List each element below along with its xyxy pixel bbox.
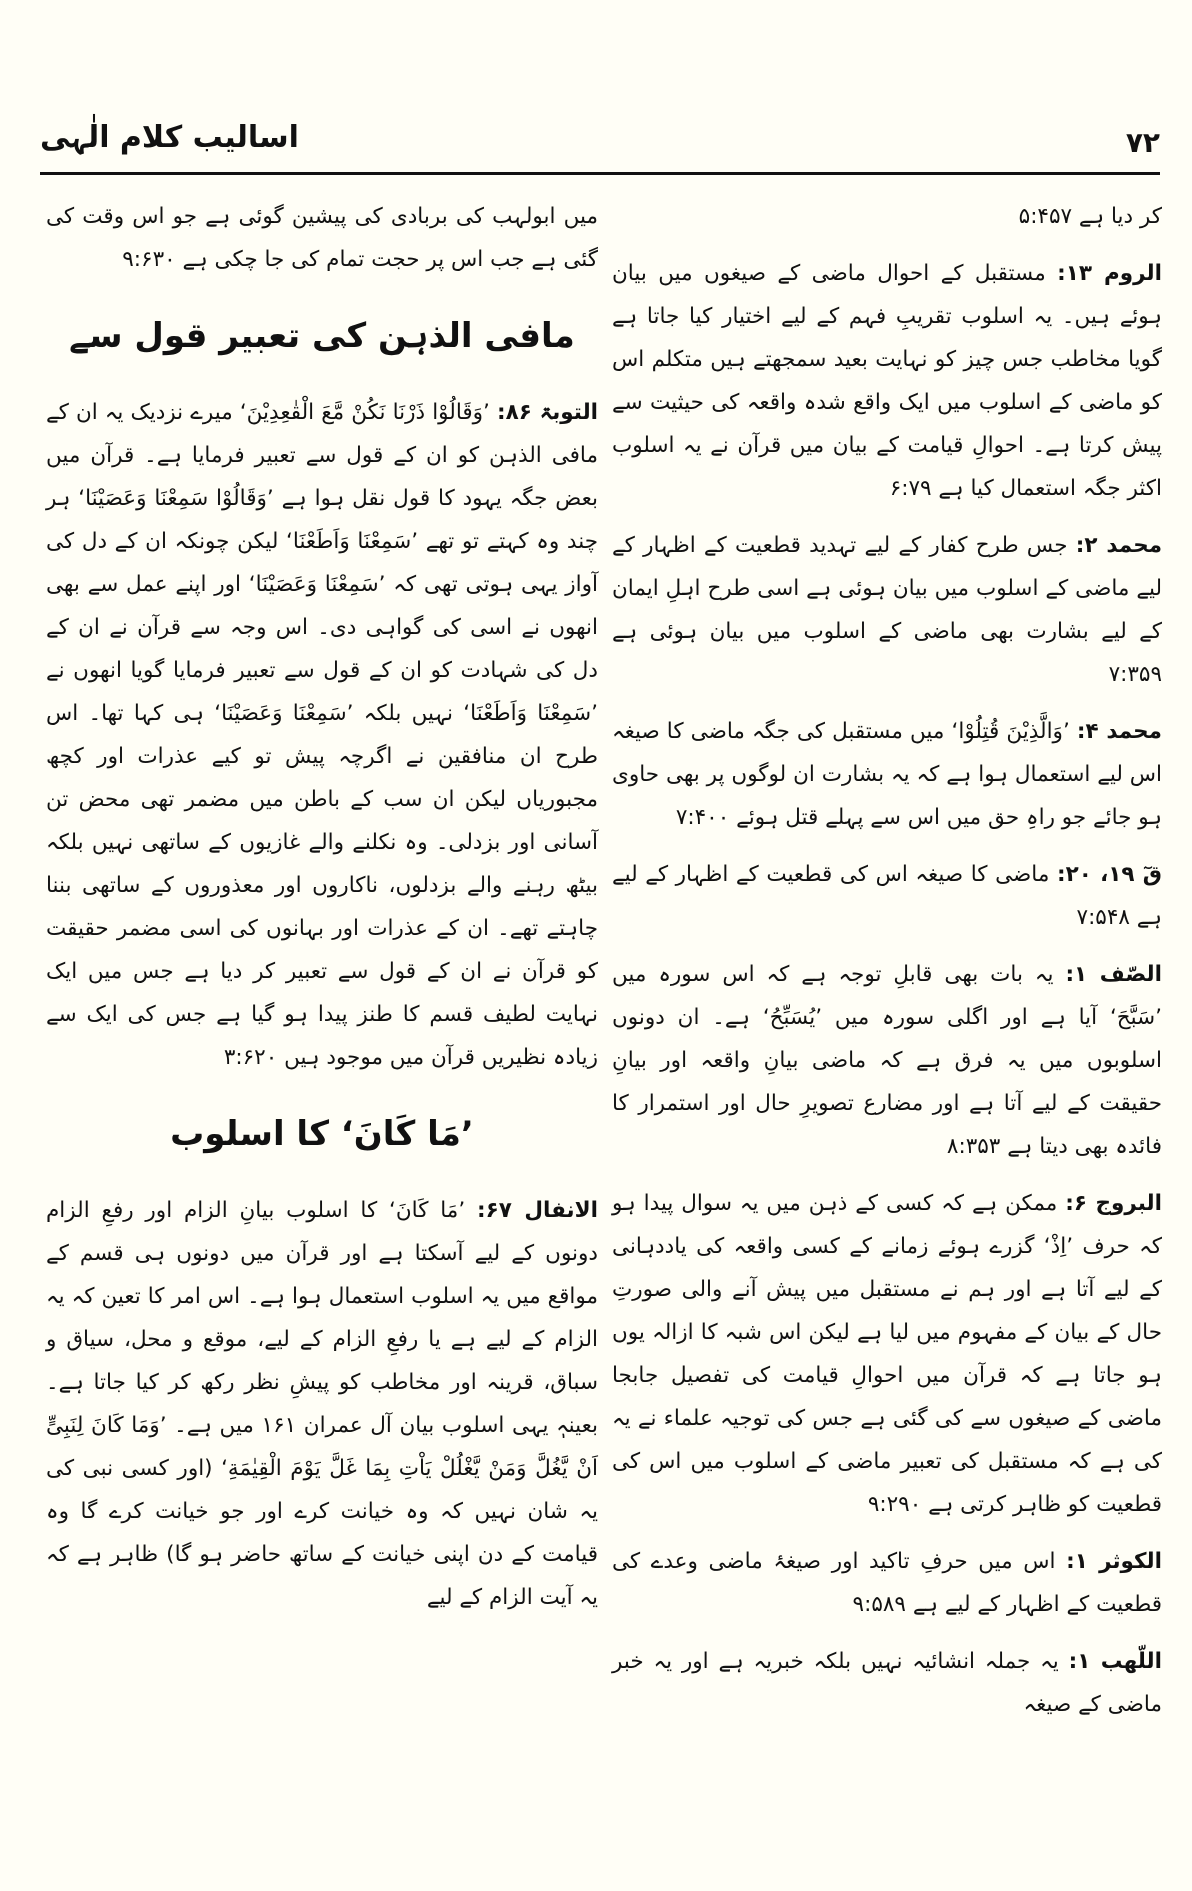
citation: ۸:۳۵۳	[946, 1134, 1001, 1159]
paragraph-text: ’مَا كَانَ‘ کا اسلوب بیانِ الزام اور رفعِ الزام دونوں کے لیے آسکتا ہے اور قرآن میں دونوں ہی قسم کے مواقع میں یہ اسلوب استعمال ہوا ہے۔ اس امر کا تعین کہ یہ الزام کے لیے ہے یا رفعِ الزام کے لیے، موقع و محل، سیاق و سباق، قرینہ اور مخاطب کو پیشِ نظر رکھ کر کیا جاتا ہے۔ بعینہٖ یہی اسلوب بیان آل عمران ۱۶۱ میں ہے۔ ’وَمَا كَانَ لِنَبِیٍّ اَنْ يَّغُلَّ وَمَنْ يَّغْلُلْ يَاْتِ بِمَا غَلَّ يَوْمَ الْقِيٰمَةِ‘ (اور کسی نبی کی یہ شان نہیں کہ وہ خیانت کرے اور جو خیانت کرے گا وہ قیامت کے دن اپنی خیانت کے ساتھ حاضر ہو گا) ظاہر ہے کہ یہ آیت الزام کے لیے	[46, 1198, 598, 1610]
verse-reference: اللّھب ۱:	[1068, 1649, 1162, 1674]
paragraph-text: کر دیا ہے	[1078, 204, 1162, 229]
paragraph-text: ماضی کا صیغہ اس کی قطعیت کے اظہار کے لیے ہے	[612, 862, 1162, 930]
paragraph	[612, 1640, 1162, 1726]
paragraph	[612, 953, 1162, 1168]
verse-reference: الروم ۱۳:	[1057, 261, 1162, 286]
paragraph	[612, 853, 1162, 939]
paragraph	[46, 1189, 598, 1619]
paragraph	[612, 524, 1162, 696]
citation: ۷:۴۰۰	[675, 805, 730, 830]
left-column	[46, 195, 598, 1633]
paragraph-text: اس میں حرفِ تاکید اور صیغۂ ماضی وعدے کی قطعیت کے اظہار کے لیے ہے	[612, 1549, 1162, 1617]
citation: ۷:۳۵۹	[1108, 662, 1162, 687]
verse-reference: البروج ۶:	[1065, 1191, 1162, 1216]
paragraph	[612, 252, 1162, 510]
paragraph	[612, 1540, 1162, 1626]
paragraph	[46, 391, 598, 1079]
verse-reference: قٓ ۱۹، ۲۰:	[1056, 862, 1162, 887]
citation: ۹:۶۳۰	[122, 247, 176, 272]
citation: ۶:۷۹	[889, 476, 932, 501]
verse-reference: الانفال ۶۷:	[477, 1198, 598, 1223]
verse-reference: محمد ۴:	[1076, 719, 1162, 744]
verse-reference: الکوثر ۱:	[1066, 1549, 1162, 1574]
citation: ۹:۵۸۹	[852, 1592, 906, 1617]
citation: ۵:۴۵۷	[1018, 204, 1073, 229]
paragraph-text: ممکن ہے کہ کسی کے ذہن میں یہ سوال پیدا ہو کہ حرف ’اِذْ‘ گزرے ہوئے زمانے کے کسی واقعہ کی یاددہانی کے لیے آتا ہے اور ہم نے مستقبل میں پیش آنے والی صورتِ حال کے بیان کے مفہوم میں لیا ہے لیکن اس شبہ کا ازالہ یوں ہو جاتا ہے کہ قرآن میں احوالِ قیامت کی تفصیل جابجا ماضی کے صیغوں سے کی گئی ہے جس کی توجیہ علماء نے یہ کی ہے کہ مستقبل کی تعبیر ماضی کے اسلوب میں اس کی قطعیت کو ظاہر کرتی ہے	[612, 1191, 1162, 1517]
section-heading: ’مَا كَانَ‘ کا اسلوب	[170, 1114, 474, 1154]
paragraph-text: مستقبل کے احوال ماضی کے صیغوں میں بیان ہوئے ہیں۔ یہ اسلوب تقریبِ فہم کے لیے اختیار کیا جاتا ہے گویا مخاطب جس چیز کو نہایت بعید سمجھتے ہیں متکلم اس کو ماضی کے اسلوب میں ایک واقع شدہ واقعہ کی حیثیت سے پیش کرتا ہے۔ احوالِ قیامت کے بیان میں قرآن نے یہ اسلوب اکثر جگہ استعمال کیا ہے	[612, 261, 1162, 501]
verse-reference: الصّف ۱:	[1065, 962, 1163, 987]
citation: ۹:۲۹۰	[867, 1492, 922, 1517]
paragraph	[46, 195, 598, 281]
paragraph	[612, 710, 1162, 839]
paragraph-text: یہ جملہ انشائیہ نہیں بلکہ خبریہ ہے اور یہ خبر ماضی کے صیغہ	[612, 1649, 1162, 1717]
running-title: اسالیب کلام الٰہی	[40, 120, 299, 155]
citation: ۷:۵۴۸	[1076, 905, 1130, 930]
paragraph-text: ’وَقَالُوْا ذَرْنَا نَكُنْ مَّعَ الْقٰعِدِيْنَ‘ میرے نزدیک یہ ان کے مافی الذہن کو ان کے قول سے تعبیر فرمایا ہے۔ قرآن میں بعض جگہ یہود کا قول نقل ہوا ہے ’وَقَالُوْا سَمِعْنَا وَعَصَيْنَا‘ ہر چند وہ کہتے تو تھے ’سَمِعْنَا وَاَطَعْنَا‘ لیکن چونکہ ان کے دل کی آواز یہی ہوتی تھی کہ ’سَمِعْنَا وَعَصَيْنَا‘ اور اپنے عمل سے بھی انھوں نے اسی کی گواہی دی۔ اس وجہ سے قرآن نے ان کے دل کی شہادت کو ان کے قول سے تعبیر فرمایا گویا انھوں نے ’سَمِعْنَا وَاَطَعْنَا‘ نہیں بلکہ ’سَمِعْنَا وَعَصَيْنَا‘ ہی کہا تھا۔ اس طرح ان منافقین نے اگرچہ پیش تو کیے عذرات اور کچھ مجبوریاں لیکن ان سب کے باطن میں مضمر تھی محض تن آسانی اور بزدلی۔ وہ نکلنے والے غازیوں کے ساتھی نہیں بلکہ بیٹھ رہنے والے بزدلوں، ناکاروں اور معذوروں کے ساتھی بننا چاہتے تھے۔ ان کے عذرات اور بہانوں کی اسی مضمر حقیقت کو قرآن نے ان کے قول سے تعبیر کر دیا ہے جس میں ایک نہایت لطیف قسم کا طنز پیدا ہو گیا ہے جس کی ایک سے زیادہ نظیریں قرآن میں موجود ہیں	[46, 400, 598, 1070]
paragraph-text: یہ بات بھی قابلِ توجہ ہے کہ اس سورہ میں ’سَبَّحَ‘ آیا ہے اور اگلی سورہ میں ’يُسَبِّحُ‘ ہے۔ ان دونوں اسلوبوں میں یہ فرق ہے کہ ماضی بیانِ واقعہ اور بیانِ حقیقت کے لیے آتا ہے اور مضارع تصویرِ حال اور استمرار کا فائدہ بھی دیتا ہے	[612, 962, 1162, 1159]
paragraph-text: ’وَالَّذِيْنَ قُتِلُوْا‘ میں مستقبل کی جگہ ماضی کا صیغہ اس لیے استعمال ہوا ہے کہ یہ بشارت ان لوگوں پر بھی حاوی ہو جائے جو راہِ حق میں اس سے پہلے قتل ہوئے	[612, 719, 1162, 830]
section-heading: مافی الذہن کی تعبیر قول سے	[69, 316, 575, 356]
right-column	[612, 195, 1162, 1740]
paragraph	[612, 1182, 1162, 1526]
page-number: ۷۲	[1125, 126, 1160, 159]
paragraph-text: میں ابولہب کی بربادی کی پیشین گوئی ہے جو اس وقت کی گئی ہے جب اس پر حجت تمام کی جا چکی ہے	[46, 204, 598, 272]
page-header	[40, 120, 1160, 170]
paragraph-text: جس طرح کفار کے لیے تہدید قطعیت کے اظہار کے لیے ماضی کے اسلوب میں بیان ہوئی ہے اسی طرح اہلِ ایمان کے لیے بشارت بھی ماضی کے اسلوب میں بیان ہوئی ہے	[612, 533, 1162, 644]
header-rule	[40, 172, 1160, 175]
verse-reference: محمد ۲:	[1075, 533, 1163, 558]
citation: ۳:۶۲۰	[223, 1045, 278, 1070]
verse-reference: التوبۃ ۸۶:	[497, 400, 599, 425]
paragraph	[612, 195, 1162, 238]
